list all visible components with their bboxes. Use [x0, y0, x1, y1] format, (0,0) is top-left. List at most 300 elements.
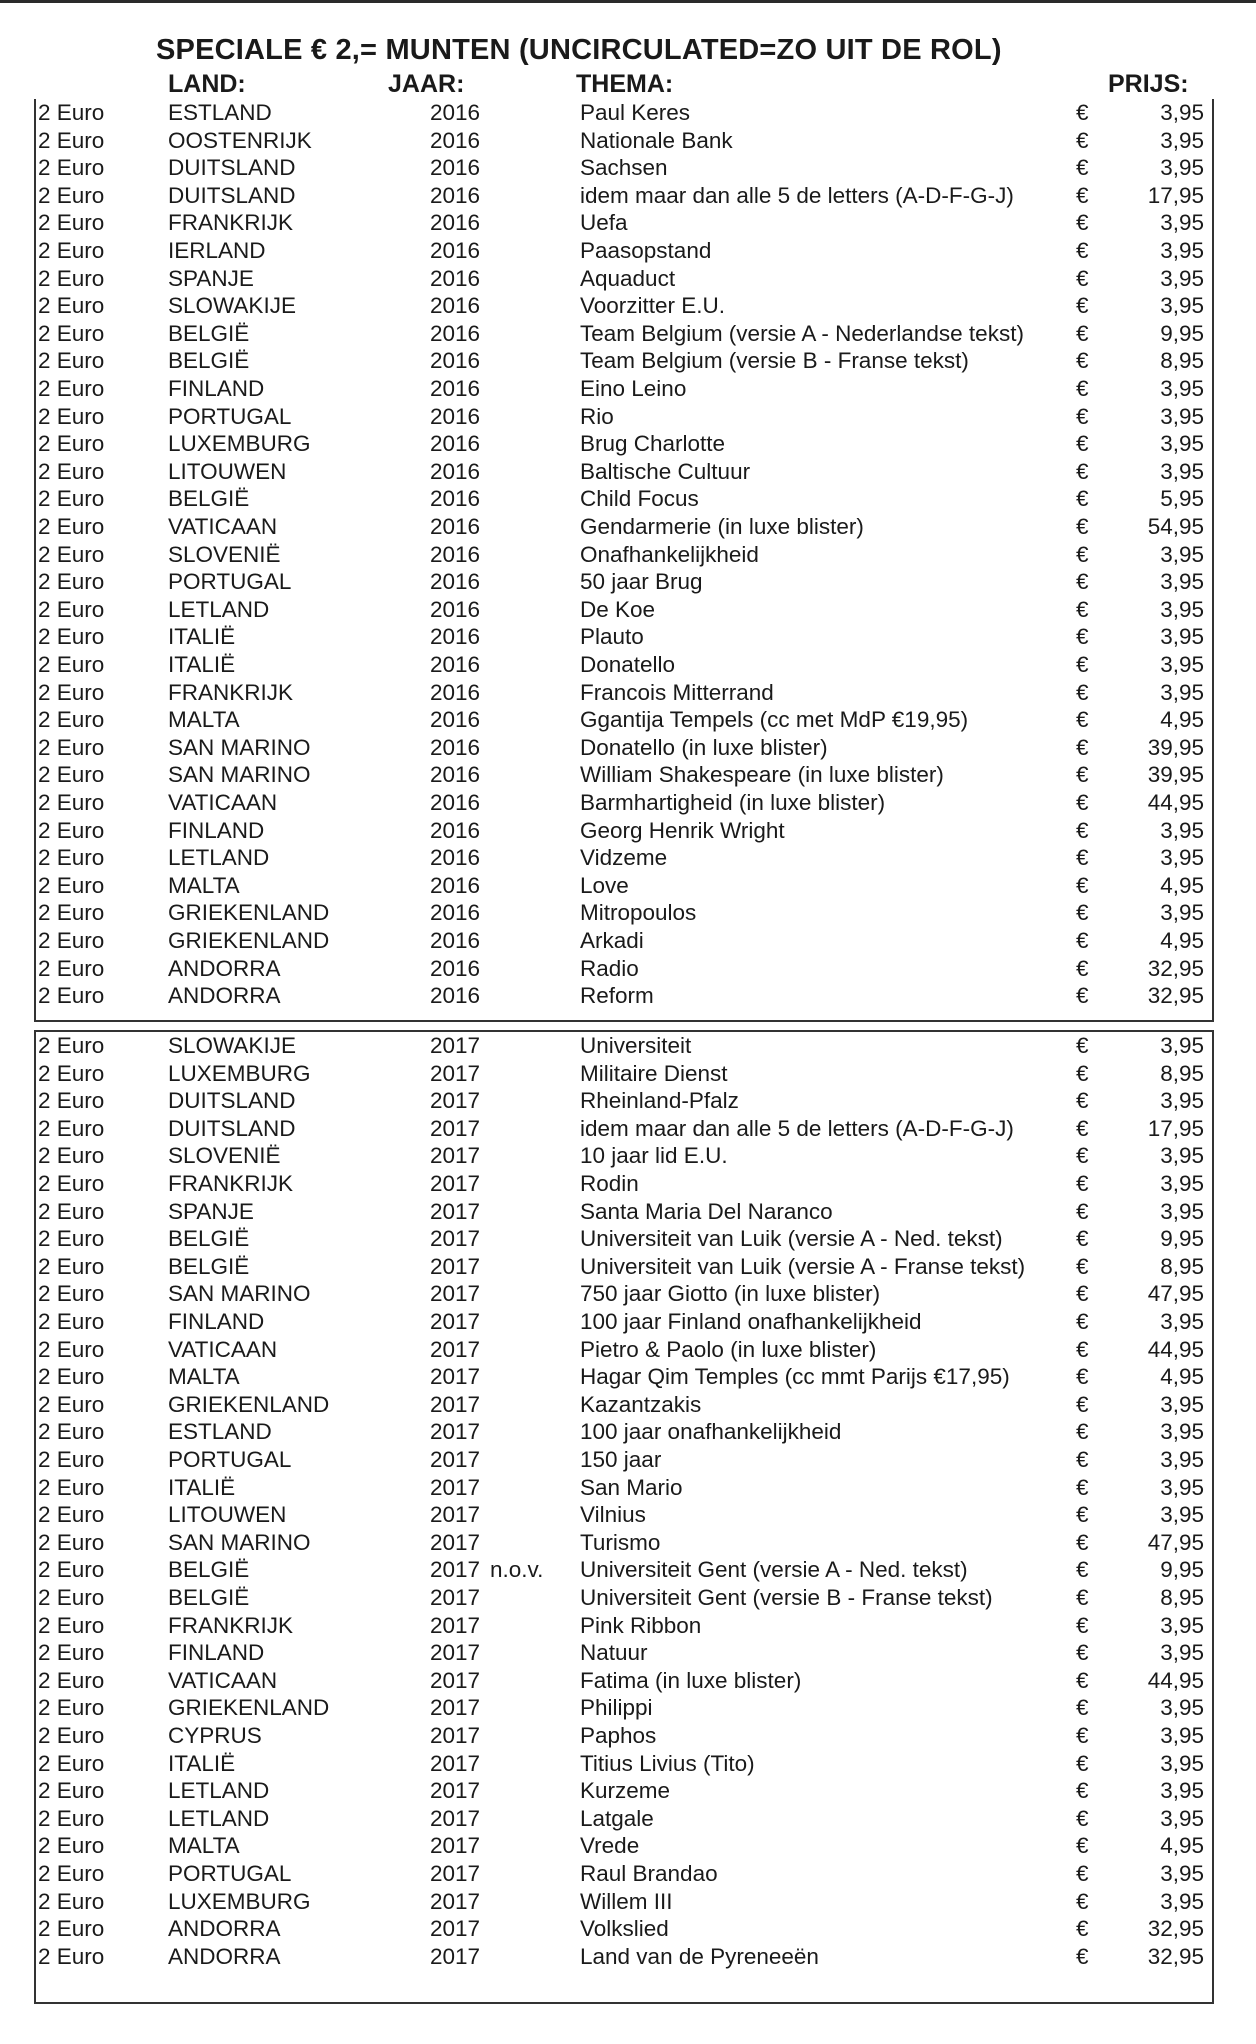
theme-cell: Gendarmerie (in luxe blister) [580, 514, 864, 539]
country-cell: VATICAAN [168, 1667, 278, 1693]
euro-sign: € [1076, 293, 1089, 319]
theme-cell: Volkslied [580, 1916, 669, 1942]
theme-cell: Rio [580, 403, 614, 429]
euro-sign: € [1076, 1391, 1089, 1417]
table-row [36, 1805, 1212, 1833]
euro-sign: € [1076, 458, 1089, 484]
theme-cell: Turismo [580, 1529, 661, 1555]
coin-denomination: 2 Euro [38, 624, 105, 650]
coin-denomination: 2 Euro [38, 155, 105, 181]
euro-sign: € [1076, 1143, 1089, 1169]
theme-cell: 100 jaar Finland onafhankelijkheid [580, 1309, 922, 1334]
coin-denomination: 2 Euro [38, 955, 105, 981]
country-cell: CYPRUS [168, 1723, 262, 1748]
country-cell: FINLAND [168, 817, 265, 843]
table-row [36, 1722, 1212, 1750]
coin-denomination: 2 Euro [38, 1585, 105, 1610]
price-cell: 3,95 [1160, 1171, 1204, 1196]
theme-cell: Radio [580, 955, 639, 981]
table-row [36, 899, 1212, 927]
country-cell: BELGIË [168, 486, 250, 512]
country-cell: BELGIË [168, 320, 250, 346]
country-cell: LETLAND [168, 596, 270, 622]
country-cell: SAN MARINO [168, 734, 311, 760]
country-cell: LITOUWEN [168, 1502, 287, 1528]
coin-denomination: 2 Euro [38, 762, 105, 788]
theme-cell: Raul Brandao [580, 1861, 718, 1886]
euro-sign: € [1076, 1419, 1089, 1445]
price-cell: 3,95 [1160, 1861, 1204, 1886]
theme-cell: Pink Ribbon [580, 1612, 702, 1638]
coin-denomination: 2 Euro [38, 1364, 105, 1390]
table-row [36, 596, 1212, 624]
table-row [36, 1529, 1212, 1557]
price-cell: 3,95 [1160, 1750, 1204, 1776]
country-cell: SPANJE [168, 1198, 254, 1224]
note-cell: n.o.v. [490, 1557, 544, 1583]
table-row [36, 1860, 1212, 1888]
coin-denomination: 2 Euro [38, 1778, 105, 1804]
price-cell: 54,95 [1147, 514, 1204, 539]
year-cell: 2017 [430, 1253, 481, 1279]
year-cell: 2016 [430, 182, 481, 208]
price-cell: 4,95 [1160, 707, 1204, 733]
country-cell: FRANKRIJK [168, 679, 294, 705]
country-cell: FINLAND [168, 1309, 265, 1334]
country-cell: SLOVENIË [168, 1143, 281, 1169]
year-cell: 2016 [430, 100, 481, 125]
theme-cell: Universiteit [580, 1033, 692, 1058]
table-row [36, 1418, 1212, 1446]
price-cell: 39,95 [1147, 762, 1204, 788]
coin-denomination: 2 Euro [38, 1695, 105, 1721]
country-cell: ESTLAND [168, 100, 272, 125]
country-cell: ITALIË [168, 1474, 236, 1500]
coin-denomination: 2 Euro [38, 900, 105, 926]
price-cell: 32,95 [1147, 983, 1204, 1009]
coin-denomination: 2 Euro [38, 127, 105, 153]
theme-cell: Titius Livius (Tito) [580, 1750, 755, 1776]
year-cell: 2017 [430, 1171, 481, 1196]
theme-cell: Universiteit Gent (versie A - Ned. tekst) [580, 1557, 968, 1583]
theme-cell: Uefa [580, 210, 628, 236]
table-row [36, 154, 1212, 182]
euro-sign: € [1076, 596, 1089, 622]
year-cell: 2016 [430, 403, 481, 429]
coin-denomination: 2 Euro [38, 1529, 105, 1555]
theme-cell: William Shakespeare (in luxe blister) [580, 762, 944, 788]
coin-denomination: 2 Euro [38, 596, 105, 622]
price-cell: 3,95 [1160, 1640, 1204, 1666]
theme-cell: Arkadi [580, 928, 644, 953]
price-cell: 3,95 [1160, 1805, 1204, 1831]
country-cell: ANDORRA [168, 955, 281, 981]
country-cell: LETLAND [168, 1805, 270, 1831]
theme-cell: Mitropoulos [580, 900, 697, 926]
euro-sign: € [1076, 1723, 1089, 1748]
euro-sign: € [1076, 541, 1089, 567]
coin-denomination: 2 Euro [38, 569, 105, 595]
table-row [36, 1336, 1212, 1364]
year-cell: 2016 [430, 541, 481, 567]
euro-sign: € [1076, 1198, 1089, 1224]
country-cell: ANDORRA [168, 1943, 281, 1969]
year-cell: 2017 [430, 1888, 481, 1914]
country-cell: ANDORRA [168, 983, 281, 1009]
theme-cell: Universiteit Gent (versie B - Franse tekst) [580, 1585, 993, 1610]
coin-denomination: 2 Euro [38, 1888, 105, 1914]
column-header-thema: THEMA: [576, 70, 674, 98]
year-cell: 2017 [430, 1447, 481, 1472]
year-cell: 2017 [430, 1364, 481, 1390]
euro-sign: € [1076, 431, 1089, 457]
coin-denomination: 2 Euro [38, 210, 105, 236]
country-cell: DUITSLAND [168, 155, 296, 181]
country-cell: ITALIË [168, 652, 236, 677]
country-cell: BELGIË [168, 1226, 250, 1252]
year-cell: 2016 [430, 293, 481, 319]
country-cell: SAN MARINO [168, 1529, 311, 1555]
table-row [36, 761, 1212, 789]
price-cell: 17,95 [1147, 1115, 1204, 1141]
theme-cell: Hagar Qim Temples (cc mmt Parijs €17,95) [580, 1364, 1010, 1390]
table-row [36, 1584, 1212, 1612]
year-cell: 2017 [430, 1861, 481, 1886]
euro-sign: € [1076, 1281, 1089, 1307]
country-cell: SLOWAKIJE [168, 1033, 296, 1058]
year-cell: 2017 [430, 1723, 481, 1748]
country-cell: BELGIË [168, 348, 250, 374]
table-row [36, 1280, 1212, 1308]
coin-denomination: 2 Euro [38, 486, 105, 512]
coin-denomination: 2 Euro [38, 514, 105, 539]
table-row [36, 1777, 1212, 1805]
table-row [36, 651, 1212, 679]
euro-sign: € [1076, 1778, 1089, 1804]
table-row [36, 844, 1212, 872]
year-cell: 2017 [430, 1695, 481, 1721]
price-cell: 3,95 [1160, 100, 1204, 125]
coin-denomination: 2 Euro [38, 320, 105, 346]
euro-sign: € [1076, 707, 1089, 733]
country-cell: VATICAAN [168, 1336, 278, 1362]
country-cell: SLOWAKIJE [168, 293, 296, 319]
table-row [36, 292, 1212, 320]
country-cell: GRIEKENLAND [168, 928, 330, 953]
euro-sign: € [1076, 486, 1089, 512]
coin-denomination: 2 Euro [38, 1667, 105, 1693]
price-cell: 3,95 [1160, 1888, 1204, 1914]
coin-denomination: 2 Euro [38, 458, 105, 484]
country-cell: VATICAAN [168, 514, 278, 539]
euro-sign: € [1076, 1640, 1089, 1666]
theme-cell: Pietro & Paolo (in luxe blister) [580, 1336, 877, 1362]
year-cell: 2016 [430, 790, 481, 815]
coin-denomination: 2 Euro [38, 1805, 105, 1831]
table-row [36, 1474, 1212, 1502]
price-cell: 3,95 [1160, 1198, 1204, 1224]
year-cell: 2017 [430, 1557, 481, 1583]
coin-denomination: 2 Euro [38, 1447, 105, 1472]
year-cell: 2016 [430, 624, 481, 650]
price-cell: 32,95 [1147, 955, 1204, 981]
coin-denomination: 2 Euro [38, 707, 105, 733]
year-cell: 2016 [430, 348, 481, 374]
price-cell: 3,95 [1160, 403, 1204, 429]
price-cell: 4,95 [1160, 872, 1204, 898]
euro-sign: € [1076, 514, 1089, 539]
country-cell: PORTUGAL [168, 403, 292, 429]
price-cell: 3,95 [1160, 596, 1204, 622]
coin-denomination: 2 Euro [38, 1115, 105, 1141]
price-cell: 3,95 [1160, 1695, 1204, 1721]
table-row [36, 817, 1212, 845]
price-cell: 8,95 [1160, 1060, 1204, 1086]
theme-cell: 100 jaar onafhankelijkheid [580, 1419, 842, 1445]
theme-cell: Paphos [580, 1723, 657, 1748]
year-cell: 2017 [430, 1529, 481, 1555]
table-row [36, 1501, 1212, 1529]
coin-denomination: 2 Euro [38, 845, 105, 871]
country-cell: DUITSLAND [168, 1115, 296, 1141]
euro-sign: € [1076, 182, 1089, 208]
theme-cell: Barmhartigheid (in luxe blister) [580, 790, 886, 815]
coin-denomination: 2 Euro [38, 238, 105, 263]
country-cell: MALTA [168, 1364, 240, 1390]
price-cell: 44,95 [1147, 1667, 1204, 1693]
price-cell: 3,95 [1160, 265, 1204, 291]
price-cell: 9,95 [1160, 1226, 1204, 1252]
coin-denomination: 2 Euro [38, 1143, 105, 1169]
coin-denomination: 2 Euro [38, 265, 105, 291]
coin-denomination: 2 Euro [38, 1557, 105, 1583]
coin-denomination: 2 Euro [38, 376, 105, 401]
euro-sign: € [1076, 1943, 1089, 1969]
price-cell: 8,95 [1160, 1585, 1204, 1610]
year-cell: 2017 [430, 1115, 481, 1141]
price-cell: 3,95 [1160, 1447, 1204, 1472]
country-cell: PORTUGAL [168, 1861, 292, 1886]
price-cell: 3,95 [1160, 210, 1204, 236]
euro-sign: € [1076, 210, 1089, 236]
year-cell: 2016 [430, 679, 481, 705]
theme-cell: Santa Maria Del Naranco [580, 1198, 833, 1224]
year-cell: 2016 [430, 127, 481, 153]
year-cell: 2017 [430, 1750, 481, 1776]
price-cell: 3,95 [1160, 900, 1204, 926]
country-cell: BELGIË [168, 1253, 250, 1279]
table-row [36, 706, 1212, 734]
theme-cell: Universiteit van Luik (versie A - Franse tekst) [580, 1253, 1026, 1279]
country-cell: FRANKRIJK [168, 1171, 294, 1196]
country-cell: LITOUWEN [168, 458, 287, 484]
euro-sign: € [1076, 817, 1089, 843]
theme-cell: Francois Mitterrand [580, 679, 774, 705]
table-row [36, 1391, 1212, 1419]
country-cell: SPANJE [168, 265, 254, 291]
year-cell: 2016 [430, 596, 481, 622]
year-cell: 2016 [430, 652, 481, 677]
year-cell: 2016 [430, 265, 481, 291]
country-cell: VATICAAN [168, 790, 278, 815]
year-cell: 2016 [430, 734, 481, 760]
year-cell: 2016 [430, 569, 481, 595]
year-cell: 2016 [430, 817, 481, 843]
price-cell: 8,95 [1160, 348, 1204, 374]
top-rule [0, 0, 1256, 3]
table-row [36, 1832, 1212, 1860]
coin-denomination: 2 Euro [38, 1861, 105, 1886]
price-cell: 3,95 [1160, 652, 1204, 677]
price-cell: 9,95 [1160, 320, 1204, 346]
country-cell: FINLAND [168, 1640, 265, 1666]
euro-sign: € [1076, 1805, 1089, 1831]
coin-denomination: 2 Euro [38, 817, 105, 843]
table-row [36, 1308, 1212, 1336]
price-cell: 3,95 [1160, 1309, 1204, 1334]
euro-sign: € [1076, 983, 1089, 1009]
country-cell: OOSTENRIJK [168, 127, 312, 153]
euro-sign: € [1076, 928, 1089, 953]
theme-cell: Paul Keres [580, 100, 691, 125]
table-row [36, 623, 1212, 651]
price-cell: 4,95 [1160, 928, 1204, 953]
year-cell: 2016 [430, 983, 481, 1009]
coin-denomination: 2 Euro [38, 1916, 105, 1942]
price-cell: 47,95 [1147, 1281, 1204, 1307]
table-row [36, 1915, 1212, 1943]
price-cell: 3,95 [1160, 431, 1204, 457]
euro-sign: € [1076, 238, 1089, 263]
coin-denomination: 2 Euro [38, 1391, 105, 1417]
table-row [36, 1943, 1212, 1971]
country-cell: BELGIË [168, 1585, 250, 1610]
theme-cell: Philippi [580, 1695, 653, 1721]
euro-sign: € [1076, 762, 1089, 788]
price-cell: 47,95 [1147, 1529, 1204, 1555]
year-cell: 2017 [430, 1916, 481, 1942]
theme-cell: Onafhankelijkheid [580, 541, 759, 567]
theme-cell: Sachsen [580, 155, 668, 181]
table-row [36, 1363, 1212, 1391]
year-cell: 2017 [430, 1143, 481, 1169]
price-cell: 32,95 [1147, 1916, 1204, 1942]
coin-denomination: 2 Euro [38, 182, 105, 208]
year-cell: 2016 [430, 376, 481, 401]
column-header-jaar: JAAR: [388, 70, 465, 98]
table-row [36, 237, 1212, 265]
price-cell: 4,95 [1160, 1364, 1204, 1390]
euro-sign: € [1076, 265, 1089, 291]
theme-cell: Aquaduct [580, 265, 676, 291]
coin-denomination: 2 Euro [38, 734, 105, 760]
coin-denomination: 2 Euro [38, 1309, 105, 1334]
theme-cell: De Koe [580, 596, 656, 622]
coin-denomination: 2 Euro [38, 1750, 105, 1776]
year-cell: 2016 [430, 928, 481, 953]
coin-denomination: 2 Euro [38, 403, 105, 429]
table-row [36, 1253, 1212, 1281]
price-cell: 3,95 [1160, 238, 1204, 263]
euro-sign: € [1076, 1309, 1089, 1334]
year-cell: 2017 [430, 1502, 481, 1528]
theme-cell: Militaire Dienst [580, 1060, 728, 1086]
euro-sign: € [1076, 1667, 1089, 1693]
theme-cell: Latgale [580, 1805, 654, 1831]
coin-denomination: 2 Euro [38, 652, 105, 677]
coin-denomination: 2 Euro [38, 1336, 105, 1362]
coin-denomination: 2 Euro [38, 1253, 105, 1279]
table-row [36, 872, 1212, 900]
theme-cell: 10 jaar lid E.U. [580, 1143, 728, 1169]
table-row [36, 789, 1212, 817]
year-cell: 2017 [430, 1226, 481, 1252]
euro-sign: € [1076, 790, 1089, 815]
theme-cell: 50 jaar Brug [580, 569, 703, 595]
table-row [36, 458, 1212, 486]
price-cell: 3,95 [1160, 293, 1204, 319]
table-row [36, 347, 1212, 375]
coin-denomination: 2 Euro [38, 1640, 105, 1666]
euro-sign: € [1076, 679, 1089, 705]
country-cell: LETLAND [168, 845, 270, 871]
theme-cell: Donatello [580, 652, 676, 677]
year-cell: 2017 [430, 1805, 481, 1831]
country-cell: GRIEKENLAND [168, 1695, 330, 1721]
euro-sign: € [1076, 1033, 1089, 1058]
price-cell: 3,95 [1160, 1419, 1204, 1445]
euro-sign: € [1076, 348, 1089, 374]
table-row [36, 1556, 1212, 1584]
coin-denomination: 2 Euro [38, 100, 105, 125]
euro-sign: € [1076, 652, 1089, 677]
price-cell: 3,95 [1160, 458, 1204, 484]
theme-cell: Universiteit van Luik (versie A - Ned. tekst) [580, 1226, 1003, 1252]
euro-sign: € [1076, 955, 1089, 981]
price-cell: 4,95 [1160, 1833, 1204, 1859]
euro-sign: € [1076, 845, 1089, 871]
table-row [36, 182, 1212, 210]
country-cell: MALTA [168, 707, 240, 733]
year-cell: 2017 [430, 1585, 481, 1610]
table-row [36, 513, 1212, 541]
coin-denomination: 2 Euro [38, 983, 105, 1009]
country-cell: ITALIË [168, 624, 236, 650]
table-row [36, 485, 1212, 513]
coin-denomination: 2 Euro [38, 1033, 105, 1058]
euro-sign: € [1076, 1585, 1089, 1610]
country-cell: GRIEKENLAND [168, 1391, 330, 1417]
price-table-2016 [34, 99, 1214, 1022]
euro-sign: € [1076, 1226, 1089, 1252]
price-cell: 3,95 [1160, 1143, 1204, 1169]
country-cell: LUXEMBURG [168, 431, 311, 457]
euro-sign: € [1076, 1861, 1089, 1886]
euro-sign: € [1076, 403, 1089, 429]
table-row [36, 955, 1212, 983]
table-row [36, 403, 1212, 431]
price-cell: 3,95 [1160, 1033, 1204, 1058]
euro-sign: € [1076, 1529, 1089, 1555]
price-cell: 3,95 [1160, 679, 1204, 705]
year-cell: 2017 [430, 1612, 481, 1638]
price-cell: 3,95 [1160, 1612, 1204, 1638]
euro-sign: € [1076, 1364, 1089, 1390]
euro-sign: € [1076, 1750, 1089, 1776]
price-cell: 3,95 [1160, 624, 1204, 650]
table-row [36, 1087, 1212, 1115]
year-cell: 2016 [430, 900, 481, 926]
